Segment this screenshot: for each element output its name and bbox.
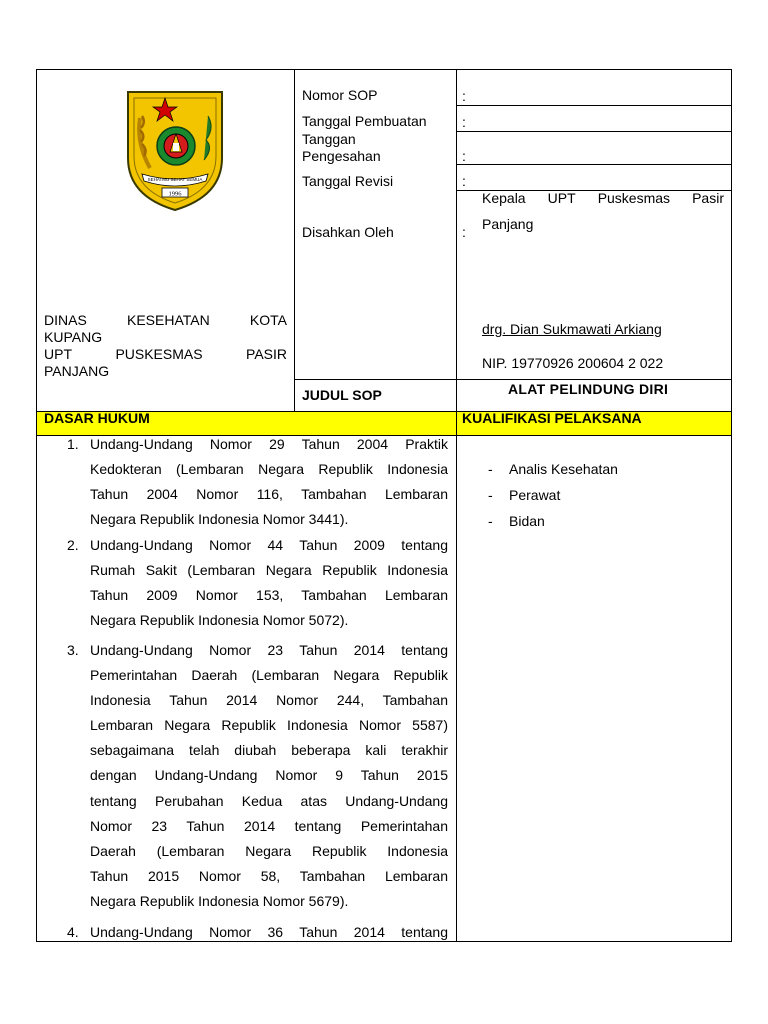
- nomor-sop-label: Nomor SOP: [302, 87, 378, 103]
- list-item-line: Tahun 2009 Nomor 153, Tambahan Lembaran: [90, 587, 448, 603]
- judul-sop-label: JUDUL SOP: [302, 387, 382, 403]
- list-item-line: Daerah (Lembaran Negara Republik Indonesia: [90, 843, 448, 859]
- row-line-2: [456, 131, 732, 132]
- header-divider-1: [294, 69, 295, 412]
- table-border-right: [731, 69, 732, 942]
- list-item-line: Indonesia Tahun 2014 Nomor 244, Tambahan: [90, 692, 448, 708]
- institution-line-2: KUPANG: [44, 329, 103, 345]
- nomor-sop-colon: :: [462, 88, 466, 104]
- list-item-line: Tahun 2015 Nomor 58, Tambahan Lembaran: [90, 868, 448, 884]
- city-emblem-logo: [120, 88, 230, 212]
- signatory-title-line-1: Kepala UPT Puskesmas Pasir: [482, 190, 724, 206]
- list-item-line: Lembaran Negara Republik Indonesia Nomor 5587): [90, 717, 448, 733]
- judul-row-top: [294, 379, 732, 380]
- disahkan-oleh-colon: :: [462, 224, 466, 240]
- row-line-1: [456, 105, 732, 106]
- kualifikasi-dash: -: [488, 487, 493, 503]
- list-item-line: sebagaimana telah diubah beberapa kali terakhir: [90, 742, 448, 758]
- list-item-line: tentang Perubahan Kedua atas Undang-Undang: [90, 793, 448, 809]
- kualifikasi-item: Analis Kesehatan: [509, 461, 618, 477]
- logo-motto: SEHATMU SEHAT SEMUA: [147, 177, 203, 182]
- pengesahan-colon: :: [462, 148, 466, 164]
- tanggal-pembuatan-colon: :: [462, 114, 466, 130]
- tanggal-pembuatan-label: Tanggal Pembuatan: [302, 113, 427, 129]
- tanggal-revisi-colon: :: [462, 173, 466, 189]
- list-item-line: Kedokteran (Lembaran Negara Republik Indonesia: [90, 461, 448, 477]
- pengesahan-label: Pengesahan: [302, 148, 381, 164]
- list-item-line: Rumah Sakit (Lembaran Negara Republik Indonesia: [90, 562, 448, 578]
- row-line-3: [456, 164, 732, 165]
- list-item-line: Negara Republik Indonesia Nomor 5072).: [90, 612, 349, 628]
- list-item-line: Nomor 23 Tahun 2014 tentang Pemerintahan: [90, 818, 448, 834]
- tanggan-label: Tanggan: [302, 131, 356, 147]
- list-item-number: 3.: [67, 642, 79, 658]
- list-item-line: Negara Republik Indonesia Nomor 3441).: [90, 511, 349, 527]
- list-item-line: Pemerintahan Daerah (Lembaran Negara Republik: [90, 667, 448, 683]
- list-item-line: Undang-Undang Nomor 44 Tahun 2009 tentang: [90, 537, 448, 553]
- list-item-number: 1.: [67, 436, 79, 452]
- tanggal-revisi-label: Tanggal Revisi: [302, 173, 394, 189]
- institution-line-3: UPT PUSKESMAS PASIR: [44, 346, 287, 362]
- list-item-number: 4.: [67, 924, 79, 940]
- kualifikasi-dash: -: [488, 513, 493, 529]
- signatory-title-line-2: Panjang: [482, 216, 534, 232]
- kualifikasi-dash: -: [488, 461, 493, 477]
- table-border-top: [36, 69, 732, 70]
- list-item-line: Negara Republik Indonesia Nomor 5679).: [90, 893, 349, 909]
- kualifikasi-item: Perawat: [509, 487, 561, 503]
- table-border-left: [36, 69, 37, 942]
- institution-line-1: DINAS KESEHATAN KOTA: [44, 312, 287, 328]
- header-divider-2: [456, 69, 457, 942]
- list-item-line: Undang-Undang Nomor 23 Tahun 2014 tentang: [90, 642, 448, 658]
- signatory-nip: NIP. 19770926 200604 2 022: [482, 355, 664, 371]
- kualifikasi-item: Bidan: [509, 513, 545, 529]
- list-item-line: Undang-Undang Nomor 36 Tahun 2014 tentang: [90, 924, 448, 940]
- logo-year: 1996: [168, 190, 182, 198]
- list-item-line: Undang-Undang Nomor 29 Tahun 2004 Praktik: [90, 436, 448, 452]
- dasar-hukum-header: DASAR HUKUM: [44, 410, 150, 426]
- table-border-bottom: [36, 941, 732, 942]
- judul-sop-value: ALAT PELINDUNG DIRI: [508, 381, 669, 397]
- list-item-line: dengan Undang-Undang Nomor 9 Tahun 2015: [90, 767, 448, 783]
- disahkan-oleh-label: Disahkan Oleh: [302, 224, 394, 240]
- institution-line-4: PANJANG: [44, 363, 110, 379]
- kualifikasi-header: KUALIFIKASI PELAKSANA: [462, 410, 642, 426]
- list-item-line: Tahun 2004 Nomor 116, Tambahan Lembaran: [90, 486, 448, 502]
- signatory-name: drg. Dian Sukmawati Arkiang: [482, 321, 662, 337]
- list-item-number: 2.: [67, 537, 79, 553]
